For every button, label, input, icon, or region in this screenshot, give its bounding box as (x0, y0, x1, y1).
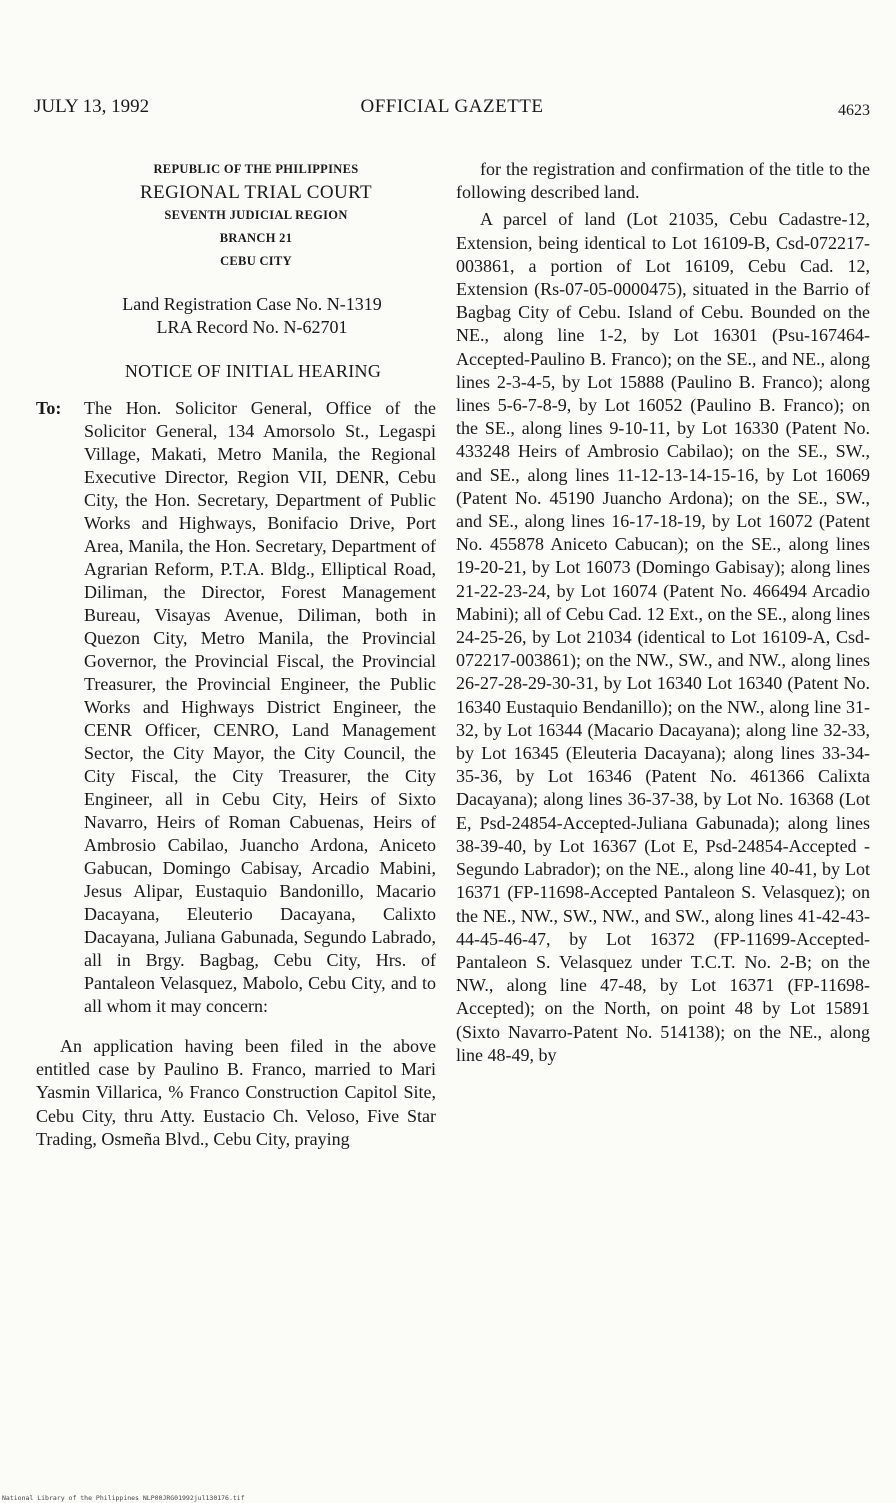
registration-paragraph: for the registration and confirmation of the title to the following described land. (456, 159, 870, 203)
notice-title: NOTICE OF INITIAL HEARING (124, 361, 382, 381)
scan-footer: National Library of the Philippines NLP00JRG01992jul130176.tif (2, 1494, 245, 1502)
republic-label: REPUBLIC OF THE PHILIPPINES (153, 162, 359, 176)
case-reference (68, 293, 436, 339)
court-city: CEBU CITY (220, 254, 292, 268)
application-paragraph: An application having been filed in the above entitled case by Paulino B. Franco, married to Mari Yasmin Villarica, % Franco Construction Capitol Site, Cebu City, thru Atty. Eustacio Ch. Veloso, Five Star Trading, Osmeña Blvd., Cebu City, praying (36, 1036, 436, 1149)
addressee-block (36, 397, 436, 1018)
case-number: Land Registration Case No. N-1319 (122, 294, 382, 314)
right-column (456, 158, 870, 1067)
page-header (34, 96, 870, 126)
court-heading (76, 158, 436, 273)
to-label: To: (36, 398, 62, 418)
page-number: 4623 (838, 102, 870, 119)
addressee-list: The Hon. Solicitor General, Office of the Solicitor General, 134 Amorsolo St., Legaspi Village, Makati, Metro Manila, the Regional Executive Director, Region VII, DENR, Cebu City, the Hon. Secretary, Department of Public Works and Highways, Bonifacio Drive, Port Area, Manila, the Hon. Secretary, Department of Agrarian Reform, P.T.A. Bldg., Elliptical Road, Diliman, the Director, Forest Management Bureau, Visayas Avenue, Diliman, both in Quezon City, Metro Manila, the Provincial Governor, the Provincial Fiscal, the Provincial Treasurer, the Provincial Engineer, the Public Works and Highways District Engineer, the CENR Officer, CENRO, Land Management Sector, the City Mayor, the City Council, the City Fiscal, the City Treasurer, the City Engineer, all in Cebu City, Heirs of Sixto Navarro, Heirs of Roman Cabuenas, Heirs of Ambrosio Cabilao, Juancho Ardona, Aniceto Gabucan, Domingo Cabisay, Arcadio Mabini, Jesus Alipar, Eustaquio Bandonillo, Macario Dacayana, Eleuterio Dacayana, Calixto Dacayana, Juliana Gabunada, Segundo Labrado, all in Brgy. Bagbag, Cebu City, Hrs. of Pantaleon Velasquez, Mabolo, Cebu City, and to all whom it may concern: (84, 398, 436, 1016)
land-description-paragraph: A parcel of land (Lot 21035, Cebu Cadastre-12, Extension, being identical to Lot 16109-B, Csd-072217-003861, a portion of Lot 16109, Cebu Cad. 12, Extension (Rs-07-05-0000475), situated in the Barrio of Bagbag City of Cebu. Island of Cebu. Bounded on the NE., along line 1-2, by Lot 16301 (Psu-167464-Accepted-Paulino B. Franco); on the SE., and NE., along lines 2-3-4-5, by Lot 15888 (Paulino B. Franco); along lines 5-6-7-8-9, by Lot 16052 (Paulino B. Franco); on the SE., along lines 9-10-11, by Lot 16330 (Patent No. 433248 Heirs of Ambrosio Cabilao); on the SE., SW., and SE., along lines 11-12-13-14-15-16, by Lot 16069 (Patent No. 45190 Juancho Ardona); on the SE., SW., and SE., along lines 16-17-18-19, by Lot 16072 (Patent No. 455878 Aniceto Cabucan); on the SE., along lines 19-20-21, by Lot 16073 (Domingo Gabisay); along lines 21-22-23-24, by Lot 16074 (Patent No. 466494 Arcadio Mabini); all of Cebu Cad. 12 Ext., on the SE., along lines 24-25-26, by Lot 21034 (identical to Lot 16109-A, Csd-072217-003861); on the NW., SW., and NW., along lines 26-27-28-29-30-31, by Lot 16340 Lot 16340 (Patent No. 16340 Eustaquio Bendanillo); on the NW., along line 31-32, by Lot 16344 (Macario Dacayana); along line 32-33, by Lot 16345 (Eleuteria Dacayana); along lines 33-34-35-36, by Lot 16346 (Patent No. 461366 Calixta Dacayana); along lines 36-37-38, by Lot No. 16368 (Lot E, Psd-24854-Accepted-Juliana Gabunada); along lines 38-39-40, by Lot 16367 (Lot E, Psd-24854-Accepted - Segundo Labrador); on the NE., along line 40-41, by Lot 16371 (FP-11698-Accepted Pantaleon S. Velasquez); on the NE., NW., SW., NW., and SW., along lines 41-42-43-44-45-46-47, by Lot 16372 (FP-11699-Accepted-Pantaleon S. Velasquez under T.C.T. No. 2-B; on the NW., along line 47-48, by Lot 16371 (FP-11698-Accepted); on the North, on point 48 by Lot 15891 (Sixto Navarro-Patent No. 514138); on the NE., along line 48-49, by (456, 209, 870, 1065)
left-column (36, 158, 436, 1151)
court-name: REGIONAL TRIAL COURT (139, 182, 373, 203)
branch-label: BRANCH 21 (219, 231, 293, 245)
publication-title: OFFICIAL GAZETTE (360, 96, 544, 117)
lra-record-number: LRA Record No. N-62701 (156, 317, 348, 337)
issue-date: JULY 13, 1992 (34, 96, 150, 117)
judicial-region: SEVENTH JUDICIAL REGION (164, 208, 348, 222)
